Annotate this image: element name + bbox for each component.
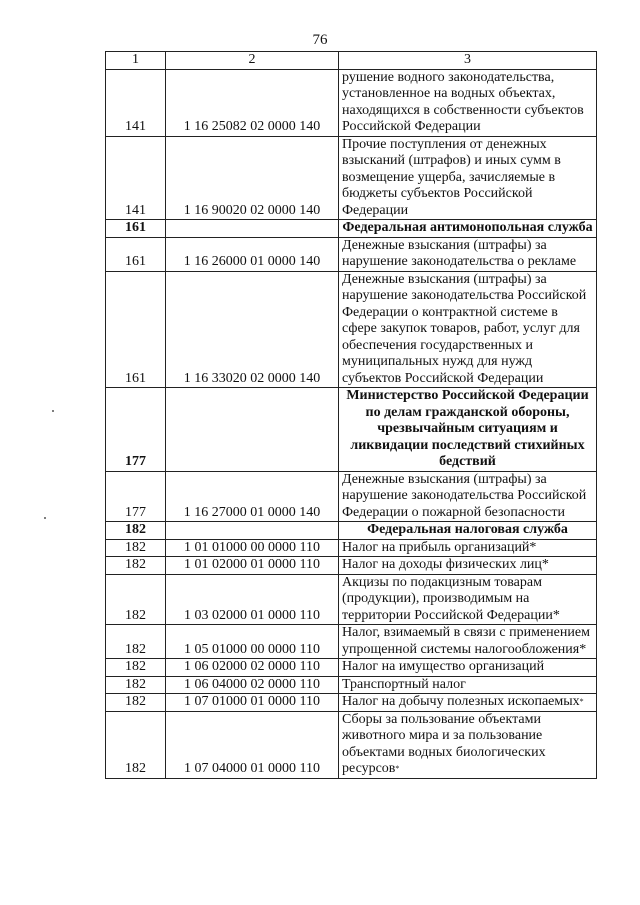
section-title-cell: Федеральная антимонопольная служба bbox=[339, 220, 597, 238]
header-col-1: 1 bbox=[106, 52, 166, 70]
budget-code-cell: 1 01 01000 00 0000 110 bbox=[166, 539, 339, 557]
page-number: 76 bbox=[312, 32, 328, 48]
table-row bbox=[106, 237, 597, 271]
section-row bbox=[106, 220, 597, 238]
scan-speck bbox=[52, 410, 54, 412]
budget-code-cell: 1 07 01000 01 0000 110 bbox=[166, 694, 339, 712]
admin-code-cell: 161 bbox=[106, 271, 166, 388]
table-row bbox=[106, 69, 597, 136]
admin-code-cell: 177 bbox=[106, 471, 166, 522]
budget-codes-table bbox=[105, 51, 597, 779]
admin-code-cell: 177 bbox=[106, 388, 166, 472]
description-cell: Налог на доходы физических лиц* bbox=[339, 557, 597, 575]
admin-code-cell: 182 bbox=[106, 625, 166, 659]
budget-code-cell: 1 16 25082 02 0000 140 bbox=[166, 69, 339, 136]
admin-code-cell: 141 bbox=[106, 136, 166, 220]
admin-code-cell: 161 bbox=[106, 237, 166, 271]
admin-code-cell: 182 bbox=[106, 711, 166, 778]
header-col-3: 3 bbox=[339, 52, 597, 70]
description-cell: Денежные взыскания (штрафы) за нарушение законодательства о рекламе bbox=[339, 237, 597, 271]
admin-code-cell: 182 bbox=[106, 574, 166, 625]
budget-code-cell: 1 16 90020 02 0000 140 bbox=[166, 136, 339, 220]
budget-code-cell bbox=[166, 388, 339, 472]
section-row bbox=[106, 388, 597, 472]
budget-code-cell: 1 03 02000 01 0000 110 bbox=[166, 574, 339, 625]
admin-code-cell: 182 bbox=[106, 522, 166, 540]
description-cell bbox=[339, 694, 597, 712]
description-text: Налог на добычу полезных ископаемых bbox=[342, 694, 580, 709]
description-cell: Денежные взыскания (штрафы) за нарушение законодательства Российской Федерации о контрактной системе в сфере закупок товаров, работ, услуг для обеспечения государственных и муниципальных нужд для нужд субъектов Российской Федерации bbox=[339, 271, 597, 388]
budget-code-cell: 1 06 04000 02 0000 110 bbox=[166, 676, 339, 694]
description-cell: Денежные взыскания (штрафы) за нарушение законодательства Российской Федерации о пожарной безопасности bbox=[339, 471, 597, 522]
section-title-cell: Министерство Российской Федерации по делам гражданской обороны, чрезвычайным ситуациям и ликвидации последствий стихийных бедствий bbox=[339, 388, 597, 472]
header-col-2: 2 bbox=[166, 52, 339, 70]
description-cell: рушение водного законодательства, установленное на водных объектах, находящихся в собственности субъектов Российской Федерации bbox=[339, 69, 597, 136]
table-row bbox=[106, 271, 597, 388]
table-row bbox=[106, 574, 597, 625]
table-row bbox=[106, 711, 597, 778]
budget-code-cell: 1 16 26000 01 0000 140 bbox=[166, 237, 339, 271]
budget-code-cell bbox=[166, 220, 339, 238]
footnote-mark: * bbox=[395, 764, 400, 773]
budget-code-cell bbox=[166, 522, 339, 540]
table-row bbox=[106, 539, 597, 557]
admin-code-cell: 182 bbox=[106, 659, 166, 677]
description-cell: Налог на прибыль организаций* bbox=[339, 539, 597, 557]
budget-code-cell: 1 05 01000 00 0000 110 bbox=[166, 625, 339, 659]
description-cell: Транспортный налог bbox=[339, 676, 597, 694]
description-cell: Налог на имущество организаций bbox=[339, 659, 597, 677]
section-row bbox=[106, 522, 597, 540]
budget-code-cell: 1 06 02000 02 0000 110 bbox=[166, 659, 339, 677]
admin-code-cell: 182 bbox=[106, 694, 166, 712]
table-row bbox=[106, 625, 597, 659]
admin-code-cell: 141 bbox=[106, 69, 166, 136]
table-row bbox=[106, 676, 597, 694]
description-cell: Прочие поступления от денежных взысканий (штрафов) и иных сумм в возмещение ущерба, зачисляемые в бюджеты субъектов Российской Федерации bbox=[339, 136, 597, 220]
description-cell: Налог, взимаемый в связи с применением упрощенной системы налогообложения* bbox=[339, 625, 597, 659]
table-row bbox=[106, 659, 597, 677]
footnote-mark: * bbox=[579, 697, 584, 706]
budget-code-cell: 1 16 33020 02 0000 140 bbox=[166, 271, 339, 388]
admin-code-cell: 182 bbox=[106, 557, 166, 575]
description-cell: Акцизы по подакцизным товарам (продукции), производимым на территории Российской Федерации* bbox=[339, 574, 597, 625]
table-row bbox=[106, 557, 597, 575]
admin-code-cell: 161 bbox=[106, 220, 166, 238]
description-text: Сборы за пользование объектами животного мира и за пользование объектами водных биологических ресурсов bbox=[342, 711, 546, 776]
budget-code-cell: 1 01 02000 01 0000 110 bbox=[166, 557, 339, 575]
table-row bbox=[106, 136, 597, 220]
table-row bbox=[106, 471, 597, 522]
scan-speck bbox=[44, 517, 46, 519]
table-row bbox=[106, 694, 597, 712]
description-cell bbox=[339, 711, 597, 778]
section-title-cell: Федеральная налоговая служба bbox=[339, 522, 597, 540]
table-header-row bbox=[106, 52, 597, 70]
admin-code-cell: 182 bbox=[106, 539, 166, 557]
admin-code-cell: 182 bbox=[106, 676, 166, 694]
budget-code-cell: 1 16 27000 01 0000 140 bbox=[166, 471, 339, 522]
budget-code-cell: 1 07 04000 01 0000 110 bbox=[166, 711, 339, 778]
